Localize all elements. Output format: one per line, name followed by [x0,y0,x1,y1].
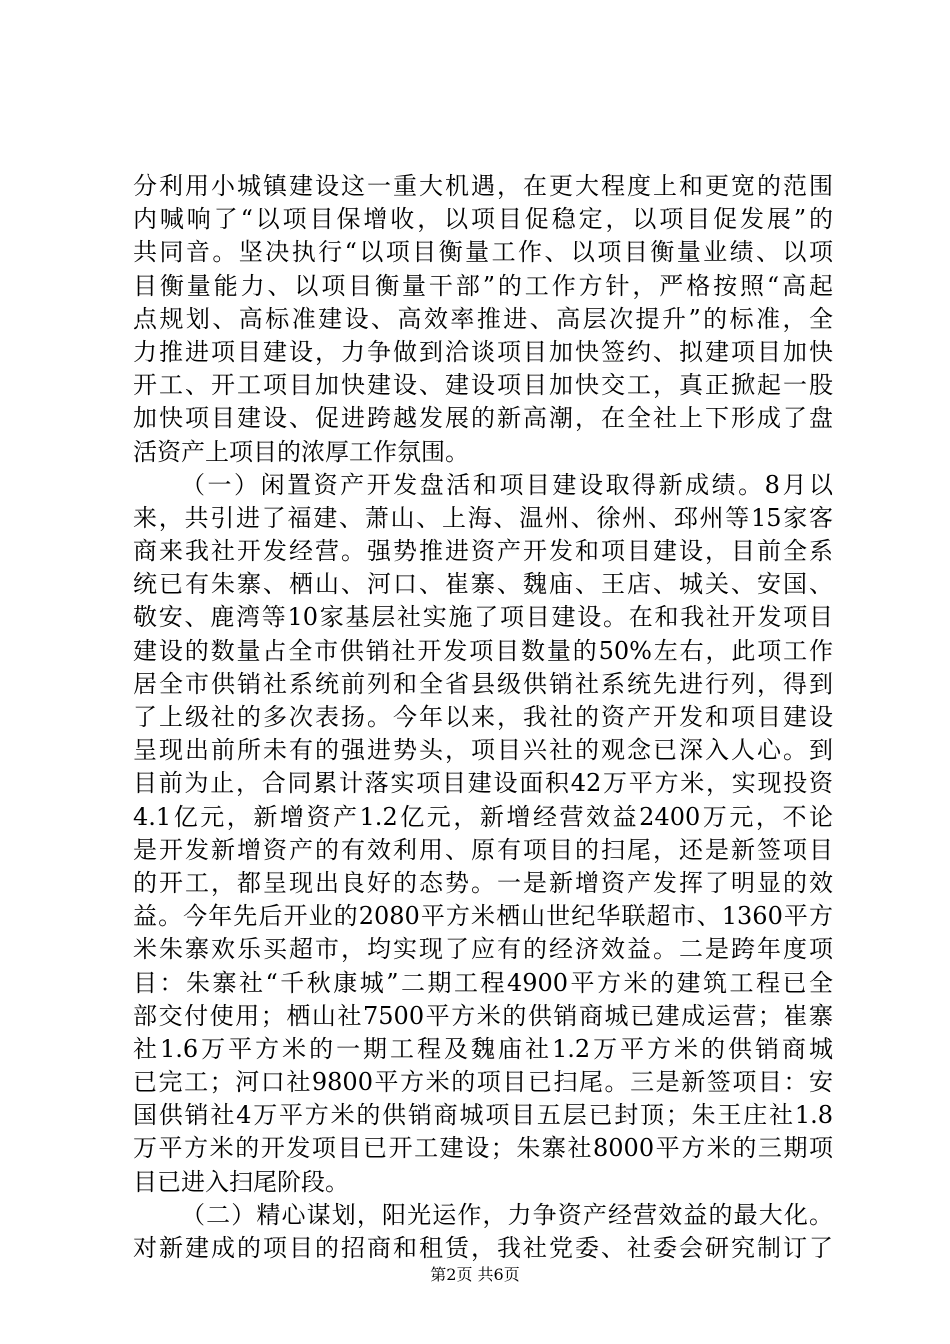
text-line: 对新建成的项目的招商和租赁，我社党委、社委会研究制订了 [133,1234,833,1262]
text-line: 万平方米的开发项目已开工建设；朱寨社8000平方米的三期项 [133,1134,833,1163]
text-line: 已完工；河口社9800平方米的项目已扫尾。三是新签项目：安 [133,1068,833,1097]
text-line: 共同音。坚决执行“以项目衡量工作、以项目衡量业绩、以项 [133,238,833,267]
text-line: 活资产上项目的浓厚工作氛围。 [133,437,469,466]
text-line: 的开工，都呈现出良好的态势。一是新增资产发挥了明显的效 [133,868,833,897]
text-line: 居全市供销社系统前列和全省县级供销社系统先进行列，得到 [133,669,833,698]
text-line: 敬安、鹿湾等10家基层社实施了项目建设。在和我社开发项目 [133,603,833,632]
text-line: 分利用小城镇建设这一重大机遇，在更大程度上和更宽的范围 [133,172,833,200]
text-line: 米朱寨欢乐买超市，均实现了应有的经济效益。二是跨年度项 [133,935,833,964]
page-footer: 第2页 共6页 [430,1265,520,1284]
text-line: 了上级社的多次表扬。今年以来，我社的资产开发和项目建设 [133,703,833,731]
text-line: 部交付使用；栖山社7500平方米的供销商城已建成运营；崔寨 [133,1001,833,1030]
section-heading-line: （一）闲置资产开发盘活和项目建设取得新成绩。8月以 [181,470,833,499]
text-line: 点规划、高标准建设、高效率推进、高层次提升”的标准，全 [133,304,833,333]
text-line: 加快项目建设、促进跨越发展的新高潮，在全社上下形成了盘 [133,404,833,433]
text-line: 目衡量能力、以项目衡量干部”的工作方针，严格按照“高起 [133,271,833,300]
text-line: 开工、开工项目加快建设、建设项目加快交工，真正掀起一股 [133,371,833,400]
text-line: 益。今年先后开业的2080平方米栖山世纪华联超市、1360平方 [133,902,833,931]
text-line: 建设的数量占全市供销社开发项目数量的50%左右，此项工作 [133,636,833,665]
text-line: 社1.6万平方米的一期工程及魏庙社1.2万平方米的供销商城 [133,1034,833,1063]
text-line: 统已有朱寨、栖山、河口、崔寨、魏庙、王店、城关、安国、 [133,570,833,599]
text-line: 4.1亿元，新增资产1.2亿元，新增经营效益2400万元，不论 [133,802,833,831]
body-text [133,170,833,1265]
text-line: 力推进项目建设，力争做到洽谈项目加快签约、拟建项目加快 [133,337,833,366]
text-line: 内喊响了“以项目保增收，以项目促稳定，以项目促发展”的 [133,205,833,234]
text-line: 是开发新增资产的有效利用、原有项目的扫尾，还是新签项目 [133,835,833,864]
text-line: 目：朱寨社“千秋康城”二期工程4900平方米的建筑工程已全 [133,968,833,997]
text-line: 呈现出前所未有的强进势头，项目兴社的观念已深入人心。到 [133,736,833,765]
text-line: 来，共引进了福建、萧山、上海、温州、徐州、邳州等15家客 [133,503,833,532]
text-line: 目已进入扫尾阶段。 [133,1167,349,1196]
text-line: 国供销社4万平方米的供销商城项目五层已封顶；朱王庄社1.8 [133,1101,833,1130]
section-heading-line: （二）精心谋划，阳光运作，力争资产经营效益的最大化。 [181,1200,833,1229]
text-line: 目前为止，合同累计落实项目建设面积42万平方米，实现投资 [133,769,833,798]
text-line: 商来我社开发经营。强势推进资产开发和项目建设，目前全系 [133,537,833,566]
